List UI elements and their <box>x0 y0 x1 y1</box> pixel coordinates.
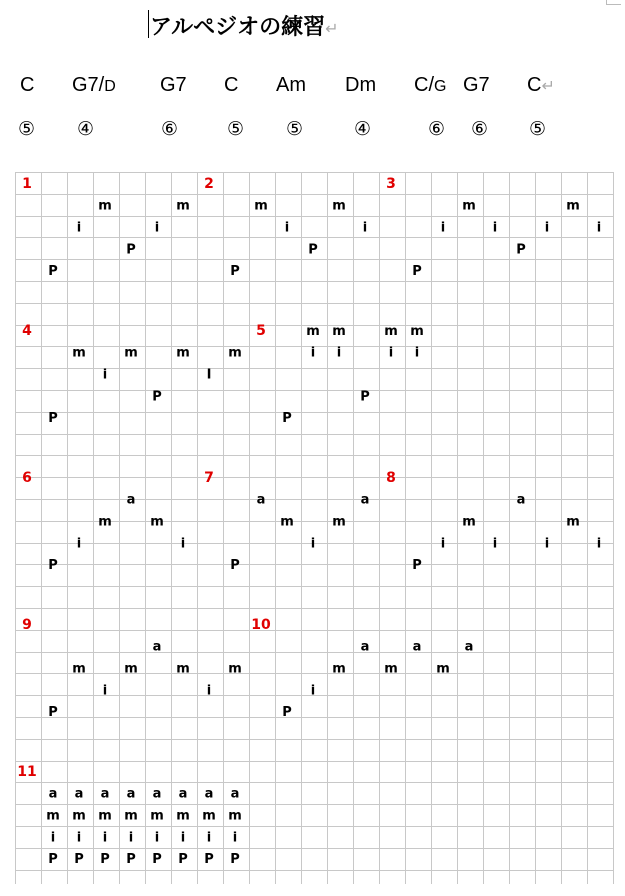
finger-mark: i <box>310 536 316 552</box>
finger-mark: a <box>74 786 84 802</box>
finger-mark: P <box>178 852 188 868</box>
string-number: ⑤ <box>18 118 36 140</box>
finger-mark: P <box>48 411 58 427</box>
finger-mark: m <box>332 514 346 530</box>
finger-mark: i <box>284 220 290 236</box>
chord: C↵ <box>527 74 555 96</box>
finger-mark: P <box>282 705 292 721</box>
finger-mark: P <box>48 264 58 280</box>
finger-mark: m <box>566 198 580 214</box>
return-mark: ↵ <box>325 19 339 38</box>
finger-mark: P <box>204 852 214 868</box>
finger-mark: m <box>202 808 216 824</box>
finger-mark: I <box>206 367 212 383</box>
string-number: ⑤ <box>286 118 304 140</box>
finger-mark: P <box>412 558 422 574</box>
chord: C <box>224 74 239 96</box>
exercise-number: 11 <box>17 763 37 780</box>
finger-mark: m <box>124 661 138 677</box>
finger-mark: i <box>180 830 186 846</box>
finger-mark: a <box>178 786 188 802</box>
finger-mark: m <box>150 514 164 530</box>
finger-mark: P <box>412 264 422 280</box>
finger-mark: i <box>76 536 82 552</box>
finger-mark: i <box>102 830 108 846</box>
finger-mark: a <box>100 786 110 802</box>
finger-mark: P <box>48 852 58 868</box>
finger-mark: a <box>464 639 474 655</box>
finger-mark: i <box>440 536 446 552</box>
finger-mark: m <box>72 661 86 677</box>
finger-mark: m <box>306 323 320 339</box>
finger-mark: a <box>360 639 370 655</box>
finger-mark: i <box>596 220 602 236</box>
finger-mark: i <box>154 830 160 846</box>
finger-mark: P <box>152 852 162 868</box>
exercise-number: 5 <box>256 322 266 339</box>
finger-mark: P <box>230 852 240 868</box>
finger-mark: i <box>388 345 394 361</box>
string-number: ⑤ <box>529 118 547 140</box>
string-number: ⑥ <box>161 118 179 140</box>
finger-mark: m <box>280 514 294 530</box>
finger-mark: a <box>152 639 162 655</box>
finger-mark: i <box>154 220 160 236</box>
finger-mark: i <box>76 220 82 236</box>
chord: Dm <box>345 74 377 96</box>
finger-mark: i <box>310 683 316 699</box>
exercise-number: 6 <box>22 469 32 486</box>
finger-mark: P <box>230 264 240 280</box>
finger-mark: m <box>98 514 112 530</box>
finger-mark: a <box>412 639 422 655</box>
finger-mark: m <box>462 198 476 214</box>
finger-mark: a <box>152 786 162 802</box>
finger-mark: i <box>180 536 186 552</box>
finger-mark: P <box>126 242 136 258</box>
finger-mark: m <box>254 198 268 214</box>
finger-mark: P <box>360 389 370 405</box>
finger-mark: a <box>516 492 526 508</box>
finger-mark: i <box>206 683 212 699</box>
finger-mark: m <box>176 808 190 824</box>
string-number: ⑤ <box>227 118 245 140</box>
finger-mark: m <box>332 323 346 339</box>
finger-mark: i <box>128 830 134 846</box>
finger-mark: i <box>492 220 498 236</box>
chord: C <box>20 74 35 96</box>
finger-mark: a <box>126 786 136 802</box>
chord: C/G <box>414 74 447 96</box>
finger-mark: m <box>436 661 450 677</box>
finger-mark: i <box>544 536 550 552</box>
finger-mark: m <box>332 661 346 677</box>
chord: G7 <box>160 74 187 96</box>
finger-mark: m <box>98 198 112 214</box>
finger-mark: i <box>336 345 342 361</box>
finger-mark: P <box>48 705 58 721</box>
chord: G7 <box>463 74 490 96</box>
finger-mark: i <box>362 220 368 236</box>
finger-mark: P <box>126 852 136 868</box>
finger-mark: a <box>48 786 58 802</box>
exercise-number: 1 <box>22 175 32 192</box>
finger-mark: i <box>76 830 82 846</box>
finger-mark: a <box>204 786 214 802</box>
finger-mark: i <box>544 220 550 236</box>
finger-mark: m <box>332 198 346 214</box>
chord: G7/D <box>72 74 116 96</box>
string-number: ⑥ <box>471 118 489 140</box>
finger-mark: i <box>414 345 420 361</box>
string-number: ④ <box>354 118 372 140</box>
finger-mark: m <box>176 661 190 677</box>
exercise-number: 3 <box>386 175 396 192</box>
exercise-number: 8 <box>386 469 396 486</box>
finger-mark: i <box>102 367 108 383</box>
finger-mark: P <box>48 558 58 574</box>
finger-mark: m <box>176 198 190 214</box>
finger-mark: m <box>462 514 476 530</box>
finger-mark: m <box>124 345 138 361</box>
finger-mark: m <box>72 345 86 361</box>
finger-mark: m <box>98 808 112 824</box>
finger-mark: P <box>74 852 84 868</box>
finger-mark: i <box>440 220 446 236</box>
finger-mark: m <box>228 345 242 361</box>
string-number: ④ <box>77 118 95 140</box>
finger-mark: P <box>308 242 318 258</box>
title-text: アルペジオの練習 <box>150 15 326 40</box>
finger-mark: m <box>150 808 164 824</box>
finger-mark: m <box>384 661 398 677</box>
finger-mark: m <box>384 323 398 339</box>
finger-mark: a <box>126 492 136 508</box>
finger-mark: a <box>360 492 370 508</box>
finger-mark: m <box>72 808 86 824</box>
finger-mark: P <box>282 411 292 427</box>
finger-mark: i <box>206 830 212 846</box>
finger-mark: m <box>410 323 424 339</box>
string-number: ⑥ <box>428 118 446 140</box>
exercise-number: 9 <box>22 616 32 633</box>
finger-mark: i <box>596 536 602 552</box>
exercise-number: 4 <box>22 322 32 339</box>
finger-mark: P <box>516 242 526 258</box>
finger-mark: a <box>256 492 266 508</box>
exercise-number: 7 <box>204 469 214 486</box>
finger-mark: P <box>230 558 240 574</box>
chord: Am <box>276 74 306 96</box>
finger-mark: m <box>228 808 242 824</box>
finger-mark: m <box>176 345 190 361</box>
finger-mark: i <box>50 830 56 846</box>
finger-mark: m <box>46 808 60 824</box>
finger-mark: m <box>228 661 242 677</box>
finger-mark: P <box>100 852 110 868</box>
exercise-number: 10 <box>251 616 271 633</box>
exercise-number: 2 <box>204 175 214 192</box>
finger-mark: i <box>102 683 108 699</box>
finger-mark: P <box>152 389 162 405</box>
finger-mark: m <box>566 514 580 530</box>
finger-mark: i <box>310 345 316 361</box>
finger-mark: a <box>230 786 240 802</box>
finger-mark: i <box>492 536 498 552</box>
finger-mark: i <box>232 830 238 846</box>
finger-mark: m <box>124 808 138 824</box>
